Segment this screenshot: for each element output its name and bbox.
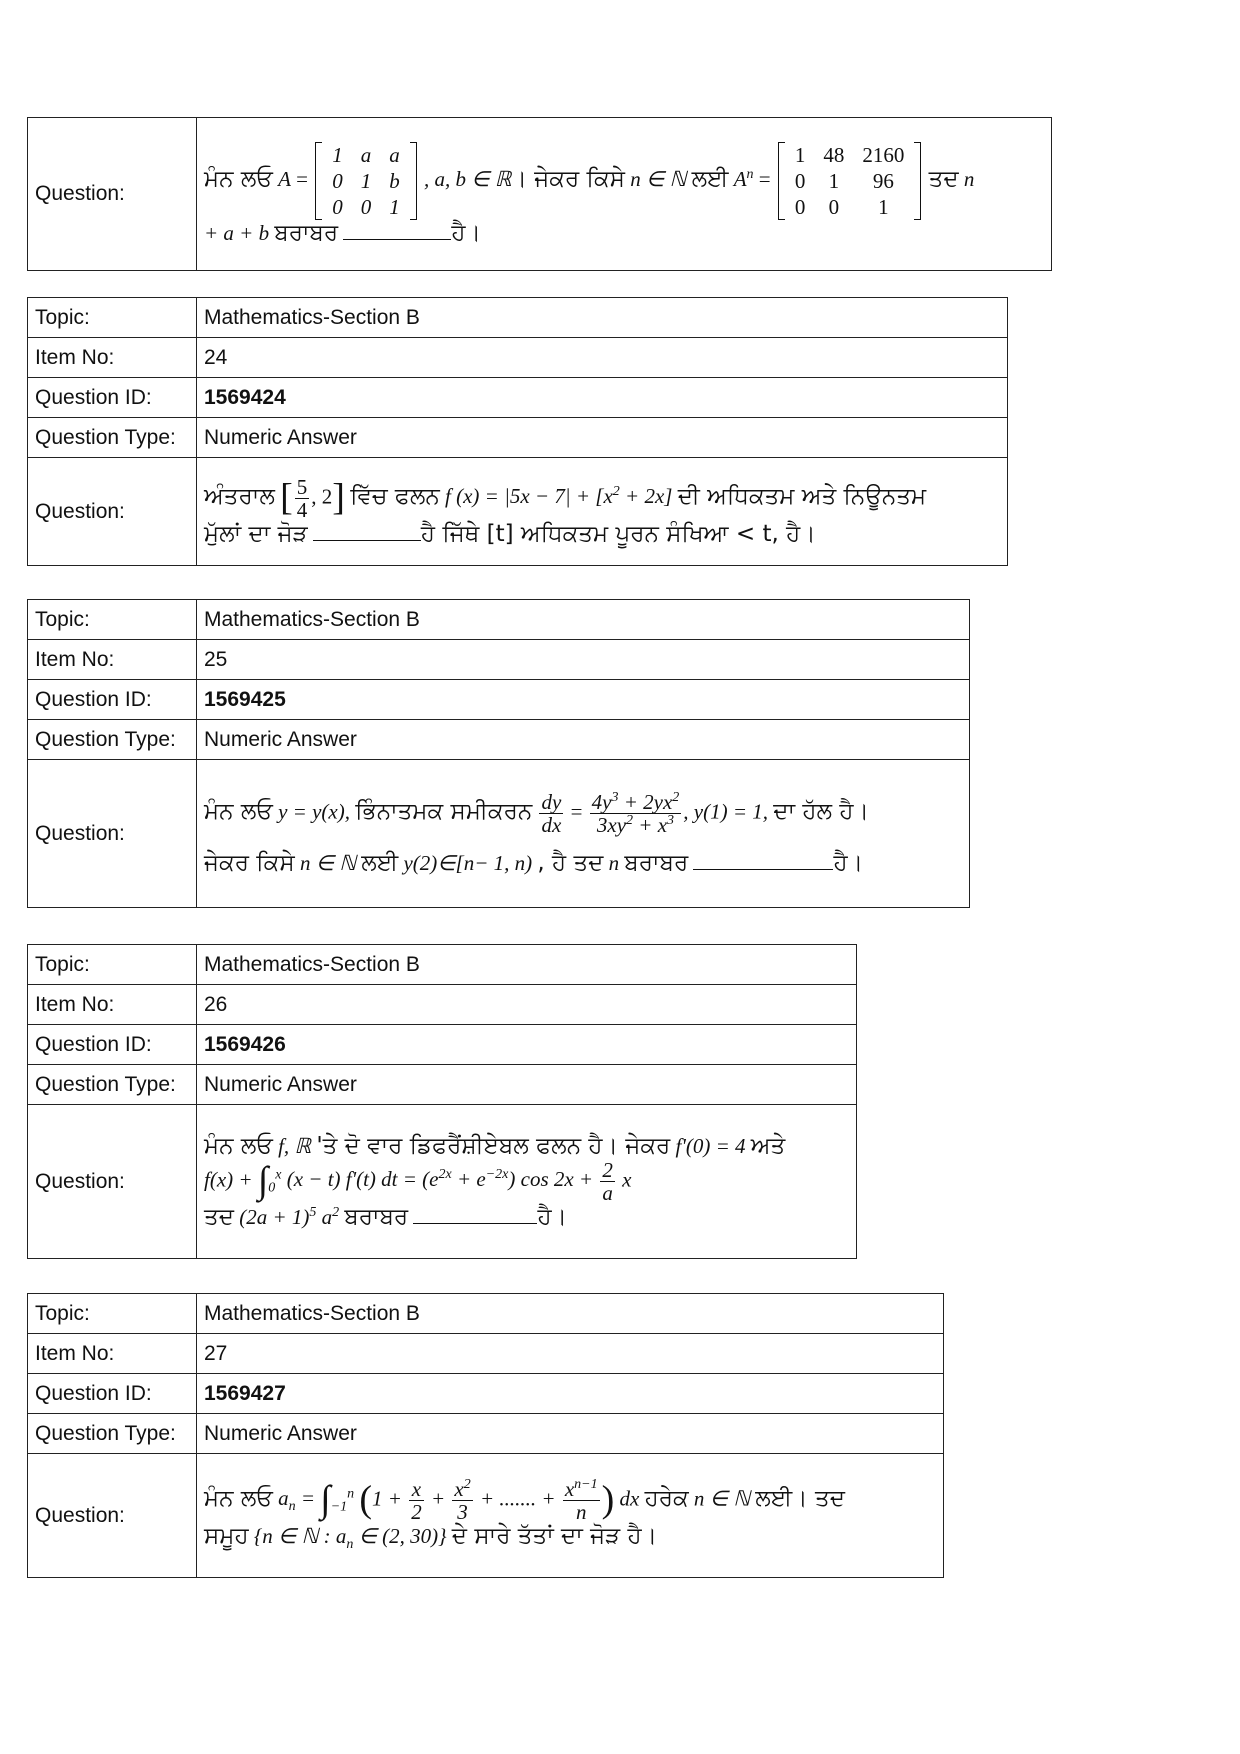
question-type-value: Numeric Answer: [197, 418, 1008, 458]
question-label: Question:: [28, 1454, 197, 1578]
question-label: Question:: [28, 458, 197, 566]
topic-label: Topic:: [28, 298, 197, 338]
answer-blank: [693, 851, 833, 870]
item-no-label: Item No:: [28, 985, 197, 1025]
question-label: Question:: [28, 118, 197, 271]
question-id-value: 1569425: [197, 680, 970, 720]
item-no-value: 26: [197, 985, 857, 1025]
topic-label: Topic:: [28, 945, 197, 985]
question-label: Question:: [28, 760, 197, 908]
answer-blank: [343, 221, 451, 240]
item-no-label: Item No:: [28, 338, 197, 378]
answer-blank: [413, 1205, 537, 1224]
matrix-a-power-n: 1 48 2160 0 1 96 0 0 1: [778, 142, 922, 220]
question-id-value: 1569426: [197, 1025, 857, 1065]
question-id-label: Question ID:: [28, 378, 197, 418]
item-no-value: 27: [197, 1334, 944, 1374]
question-id-value: 1569427: [197, 1374, 944, 1414]
question-id-value: 1569424: [197, 378, 1008, 418]
item-no-label: Item No:: [28, 1334, 197, 1374]
topic-label: Topic:: [28, 600, 197, 640]
question-text: ਅੰਤਰਾਲ [ $\frac{5}{4}$ , 2] ਵਿੱਚ ਫਲਨ f $(x) = |5x - 7| + [x^2 + 2x]$ ਦੀ ਅਧਿਕਤਮ ਅਤੇ ਨਿਊਨਤਮ ਮੁੱਲਾਂ ਦਾ ਜੋੜ ਹੈ ਜਿੱਥੇ [t] ਅਧਿਕਤਮ ਪੂਰਨ ਸੰਖਿਆ < t, ਹੈ।: [197, 458, 1008, 566]
item-no-label: Item No:: [28, 640, 197, 680]
question-text: ਮੰਨ ਲਓ A = 1 a a 0 1 b 0 0 1 , a, b ∈ ℝ। ਜੇਕਰ ਕਿਸੇ n ∈ ℕ ਲਈ $A^n$ = 1 48 2160 0 1 96 0 0 1 ਤਦ n + a + b ਬਰਾਬਰ ਹੈ।: [197, 118, 1052, 271]
item-no-value: 24: [197, 338, 1008, 378]
question-type-label: Question Type:: [28, 720, 197, 760]
question-type-label: Question Type:: [28, 1414, 197, 1454]
answer-blank: [313, 522, 421, 541]
topic-value: Mathematics-Section B: [197, 945, 857, 985]
question-type-value: Numeric Answer: [197, 720, 970, 760]
topic-value: Mathematics-Section B: [197, 298, 1008, 338]
topic-value: Mathematics-Section B: [197, 1294, 944, 1334]
question-type-value: Numeric Answer: [197, 1414, 944, 1454]
matrix-a: 1 a a 0 1 b 0 0 1: [315, 142, 417, 220]
question-id-label: Question ID:: [28, 1025, 197, 1065]
topic-value: Mathematics-Section B: [197, 600, 970, 640]
question-text: ਮੰਨ ਲਓ y = y(x), ਭਿੰਨਾਤਮਕ ਸਮੀਕਰਨ $\frac{dy}{dx}$ = $\frac{4y^3 + 2yx^2}{3xy^2 + x^3}$ , y(1) = 1, ਦਾ ਹੱਲ ਹੈ। ਜੇਕਰ ਕਿਸੇ n ∈ ℕ ਲਈ y(2)∈[n− 1, n) , ਹੈ ਤਦ n ਬਰਾਬਰ ਹੈ।: [197, 760, 970, 908]
question-block-27: [27, 1293, 944, 1578]
question-id-label: Question ID:: [28, 1374, 197, 1414]
question-text: ਮੰਨ ਲਓ $a_n = \int_{-1}^n$ (1 + $\frac{x}{2}$ + $\frac{x^2}{3}$ + ....... + $\frac{x^{n-1}}{n}$ ) dx ਹਰੇਕ n ∈ ℕ ਲਈ। ਤਦ ਸਮੂਹ {n ∈ ℕ : $a_n$ ∈ (2, 30)} ਦੇ ਸਾਰੇ ਤੱਤਾਂ ਦਾ ਜੋੜ ਹੈ।: [197, 1454, 944, 1578]
question-text: ਮੰਨ ਲਓ f, ℝ 'ਤੇ ਦੋ ਵਾਰ ਡਿਫਰੈਂਸ਼ੀਏਬਲ ਫਲਨ ਹੈ। ਜੇਕਰ f'(0) = 4 ਅਤੇ $f(x) + \int_0^x$ (x − t) f'(t) dt = $(e^{2x} + e^{-2x})$ cos 2x + $\frac{2}{a}$ x ਤਦ $(2a + 1)^5$ $a^2$ ਬਰਾਬਰ ਹੈ।: [197, 1105, 857, 1259]
topic-label: Topic:: [28, 1294, 197, 1334]
question-label: Question:: [28, 1105, 197, 1259]
item-no-value: 25: [197, 640, 970, 680]
question-id-label: Question ID:: [28, 680, 197, 720]
question-type-label: Question Type:: [28, 1065, 197, 1105]
question-type-label: Question Type:: [28, 418, 197, 458]
question-block-24: [27, 297, 1008, 566]
question-block-25: [27, 599, 970, 908]
question-block-23: [27, 117, 1052, 271]
question-block-26: [27, 944, 857, 1259]
question-type-value: Numeric Answer: [197, 1065, 857, 1105]
